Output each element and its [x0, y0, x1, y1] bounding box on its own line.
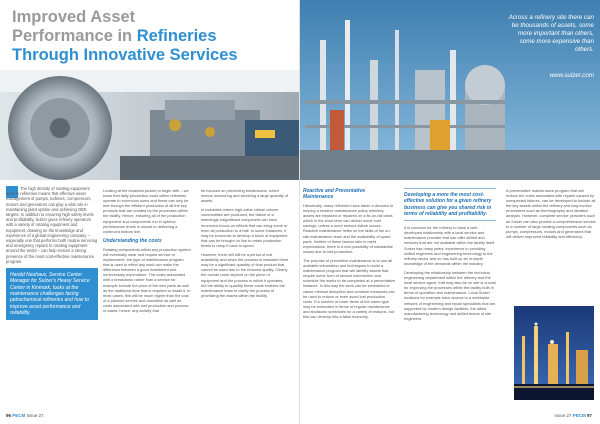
col3-paragraph-3: However, there will still be a period of lost availability and when the process is restarted there may be a significant quantity of final product that cannot be used due to the reduced quality. Clearly the overall costs depend on the piece of equipment and the process in which it operates, but the ability to quantify these costs enables the maintenance team to clarify the process of prioritizing the assets within the facility.: [201, 252, 289, 298]
col2-paragraph-1: Looking at the broadest picture to begin with – we know that daily production costs within refineries operate to enormous sums and these can only be met through the efficient production of all the key products that are created by the processes within the facility. Hence, ensuring all of the production equipment and components run in optimal performance levels is crucial to delivering a continued bottom line.: [103, 188, 189, 234]
column-6: [506, 188, 596, 243]
col5-pull-quote: Developing a more the most cost-effective solution for a given refinery business can give you shared risk in terms of reliability and profitability.: [404, 188, 496, 221]
col6-paragraph-1: A preventative maintenance program that will reduce the costs associated with repairs caused by unexpected failures, can be developed to include all the key assets within the refinery and may involve procedures such as thermography and vibration analysis. However, complete service providers such as Sulzer can also provide a comprehensive service to a number of large rotating components such as pumps, compressors, motors and generators that will deliver improved reliability and efficiency.: [506, 188, 596, 239]
headline: [12, 8, 312, 65]
col4-paragraph-2: The purpose of preventive maintenance is to use all available information and techniques to build a maintenance program that will identify assets that require some form of service intervention and schedule the works to be completed at a preventative instance. In this way the work can be scheduled to cause minimal disruption and combine measures can be used to reduce or even avoid lost production costs. If a number of lower items of the same type may be embodied in terms of regular maintenance and shutdown schedules for a variety of reasons, but this can develop into a false economy.: [303, 257, 395, 319]
col5-paragraph-2: Developing the relationship between the technical engineering department within the refinery and the local service agent, that may also be on site is crucial for improving the processes within the facility both in terms of operation and maintenance. Local Sulzer locations for example have access to a worldwide network of engineering and repair specialists that are supported by modern design facilities, the latest manufacturing technology and skilled teams of site engineers.: [404, 269, 496, 321]
industrial-machinery-photo: [0, 70, 300, 180]
col4-paragraph-1: Historically, many refineries have taken a decision to employ a reactive maintenance policy whereby assets are replaced or repaired on a fix-on-fail basis which in the short term can deliver some cost savings, unless a more serious failure occurs. Reactive maintenance relies on the skills of the on-site maintenance team and the availability of spare parts. Neither of these factors fails to meet expectations, there is a real possibility of substantial losses due to lost production.: [303, 203, 394, 254]
column-2: [103, 188, 191, 317]
col3-paragraph-1: be focused on preventing breakdowns, which means monitoring and servicing a large quantity of assets.: [201, 188, 288, 204]
intro-section: [6, 186, 98, 320]
right-footer-issue: Issue 27: [554, 413, 572, 418]
headline-line2: [12, 27, 312, 46]
column-3: [201, 188, 289, 302]
intro-pull-quote: Harald Neuhaus, Service Center Manager for Sulzer's Heavy Service Center in Kinmark, looks at the maintenance challenges facing petrochemical refineries and how to improve asset performance and reliability.: [6, 268, 98, 320]
col4-subhead: Reactive and Preventative Maintenance: [303, 188, 365, 200]
headline-line1: Improved Asset: [12, 8, 136, 26]
right-footer: [554, 413, 592, 418]
column-4: [303, 188, 395, 323]
refinery-photo: [300, 0, 600, 180]
refinery-night-photo: [514, 306, 594, 400]
intro-text: The high density of rotating equipment used in refineries means that effective asset management of pumps, turbines, compressors, motors and generators can play a vital role in maintaining plant uptime and achieving OEE targets. In addition to ensuring high safety levels and profitability, Sulzer gives refinery operators with a variety of rotating equipment and equipment, drawing on the knowledge and experience of a global engineering company – especially one that performs both routine servicing and emergency repairs to rotating equipment around the world – can help ensure a strong presence of the most cost-effective maintenance program.: [6, 186, 98, 264]
col3-paragraph-2: In industries where high-value critical volume commodities are produced, the failure of a seemingly insignificant component can have enormous knock-on effects that can bring some or even all production to a halt. In some instances, it may be economic to develop a stock of equipment that can be brought on line to retain production levels to ramp it back to speed.: [201, 207, 288, 248]
column-5: [404, 188, 496, 325]
left-footer-issue: Issue 27: [26, 413, 44, 418]
headline-highlight: Refineries: [136, 27, 217, 45]
right-page: [300, 0, 600, 424]
right-page-number: 97: [586, 413, 592, 418]
left-footer: [6, 413, 44, 418]
left-footer-brand: PECM: [12, 413, 26, 418]
left-page-number: 96: [6, 413, 12, 418]
headline-line2-prefix: Performance in: [12, 27, 137, 45]
right-pull-quote: Across a refinery site there can be thousands of assets, some more important than others, some more expensive than others.: [508, 14, 594, 53]
col5-paragraph-1: It is common for the refinery to have a well-developed relationship with a local service and maintenance provider that can offer skilled and services that are not available within the facility itself. Sulzer has many years' experience in providing skilled engineers and engineering technology to the refinery sector and so has built up an in-depth knowledge of the demands within the industry.: [404, 225, 496, 266]
col2-paragraph-2: Rotating components within any production system will eventually wear and require service or replacement; the type of maintenance program that is used to effect any work can make the difference between a good investment and unnecessary expenditure. The costs associated with a breakdown rather than a service for example include the price of the new parts as well as the additional time that is required to install it. In most cases, this will be much higher than the cost of a planned service and downtime as well as costs associated with lost production and process re-starts; hence, any activity that: [103, 246, 191, 313]
col2-subhead: Understanding the costs: [103, 237, 162, 244]
sulzer-url: www.sulzer.com: [549, 72, 594, 79]
right-footer-brand: PECM: [572, 413, 586, 418]
headline-line3: Through Innovative Services: [12, 46, 238, 64]
